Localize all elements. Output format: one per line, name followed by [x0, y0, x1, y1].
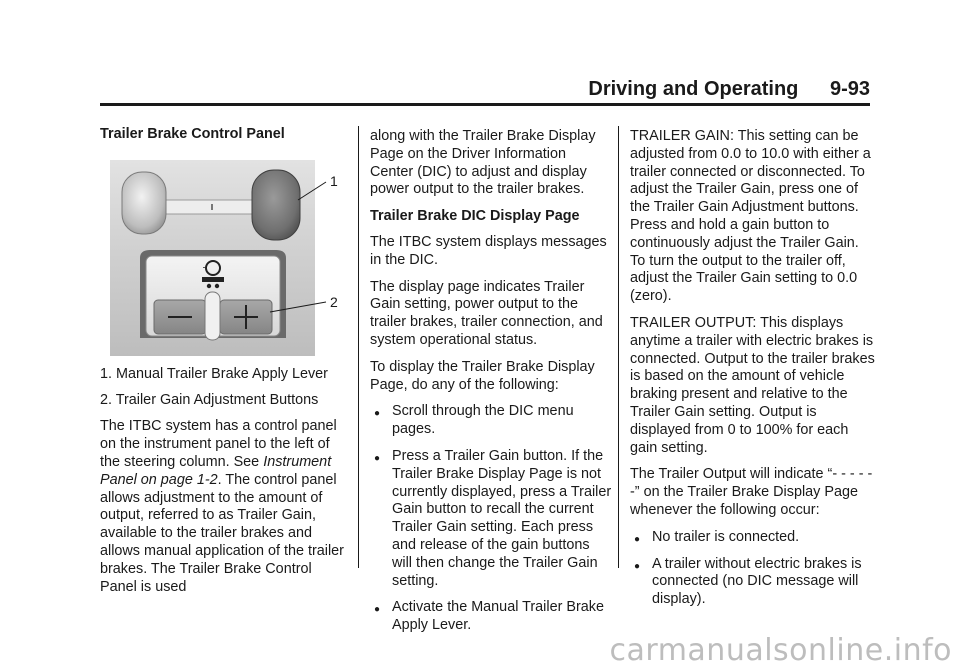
trailer-brake-panel-figure	[100, 160, 348, 356]
legend-item: 2. Trailer Gain Adjustment Buttons	[100, 391, 319, 408]
paragraph: The ITBC system displays messages in the DIC.	[370, 233, 607, 268]
list-item-text: Activate the Manual Trailer Brake Apply Lever.	[392, 599, 604, 634]
list-item-text: Press a Trailer Gain button. If the Trailer Brake Display Page is not currently displayed, press a Trailer Gain button to recall the current Trailer Gain setting. Each press and release of the gain buttons will then change the Trailer Gain setting.	[392, 447, 612, 589]
paragraph-text: The ITBC system has a control panel on the instrument panel to the left of the steering column. See	[100, 418, 337, 470]
lever-slot	[162, 200, 266, 214]
paragraph: TRAILER OUTPUT: This displays anytime a trailer with electric brakes is connected. Output to the trailer brakes is based on the amount of vehicle braking present and relative to the Trailer Gain setting. Output is displayed from 0 to 100% for each gain setting.	[630, 314, 875, 456]
callout-1: 1	[330, 172, 338, 189]
bullet-icon: ●	[634, 533, 641, 545]
bullet-list	[630, 529, 875, 609]
bullet-icon: ●	[374, 604, 381, 616]
column-divider	[358, 126, 359, 568]
list-item-text: A trailer without electric brakes is connected (no DIC message will display).	[652, 555, 862, 608]
lever-knob-right	[252, 170, 300, 240]
callout-2: 2	[330, 293, 338, 310]
page-header	[100, 78, 870, 101]
bullet-icon: ●	[634, 560, 641, 572]
paragraph: along with the Trailer Brake Display Page on the Driver Information Center (DIC) to adjust and display power output to the trailer brakes.	[370, 128, 596, 198]
column-2	[370, 128, 612, 644]
bullet-icon: ●	[374, 452, 381, 464]
list-item	[370, 403, 612, 439]
list-item	[370, 448, 612, 590]
column-1	[100, 126, 348, 605]
figure-legend	[100, 366, 348, 410]
section-heading: Trailer Brake Control Panel	[100, 126, 285, 142]
page-number: 9-93	[829, 78, 870, 100]
list-item-text: Scroll through the DIC menu pages.	[392, 403, 574, 438]
list-item-text: No trailer is connected.	[652, 528, 800, 545]
center-divider	[205, 292, 220, 340]
legend-item: 1. Manual Trailer Brake Apply Lever	[100, 365, 328, 382]
paragraph-text: . The control panel allows adjustment to the amount of output, referred to as Trailer Gain, available to the trailer brakes and allows manual application of the trailer brakes. The Trailer Brake Control Panel is used	[100, 471, 344, 595]
column-3	[630, 128, 875, 618]
paragraph: The Trailer Output will indicate “- - - - - -” on the Trailer Brake Display Page whenever the following occur:	[630, 466, 873, 518]
list-item	[630, 529, 875, 547]
header-rule	[100, 103, 870, 106]
list-item	[630, 556, 875, 609]
cross-reference-link[interactable]: Instrument Panel on page 1-2	[100, 453, 332, 488]
paragraph: TRAILER GAIN: This setting can be adjusted from 0.0 to 10.0 with either a trailer connected or disconnected. To adjust the Trailer Gain, press one of the Trailer Gain Adjustment buttons. Press and hold a gain button to continuously adjust the Trailer Gain. To turn the output to the trailer off, adjust the Trailer Gain setting to 0.0 (zero).	[630, 128, 871, 305]
column-divider	[618, 126, 619, 568]
paragraph	[100, 418, 348, 596]
paragraph: To display the Trailer Brake Display Page, do any of the following:	[370, 358, 595, 393]
paragraph: The display page indicates Trailer Gain setting, power output to the trailer brakes, trailer connection, and system operational status.	[370, 278, 603, 348]
bullet-list	[370, 403, 612, 635]
trailer-brake-panel-illustration	[100, 160, 348, 356]
watermark: carmanualsonline.info	[609, 633, 952, 668]
lever-knob-left	[122, 172, 166, 234]
bullet-icon: ●	[374, 408, 381, 420]
list-item	[370, 599, 612, 635]
section-heading: Trailer Brake DIC Display Page	[370, 208, 580, 225]
section-title: Driving and Operating	[588, 78, 799, 100]
